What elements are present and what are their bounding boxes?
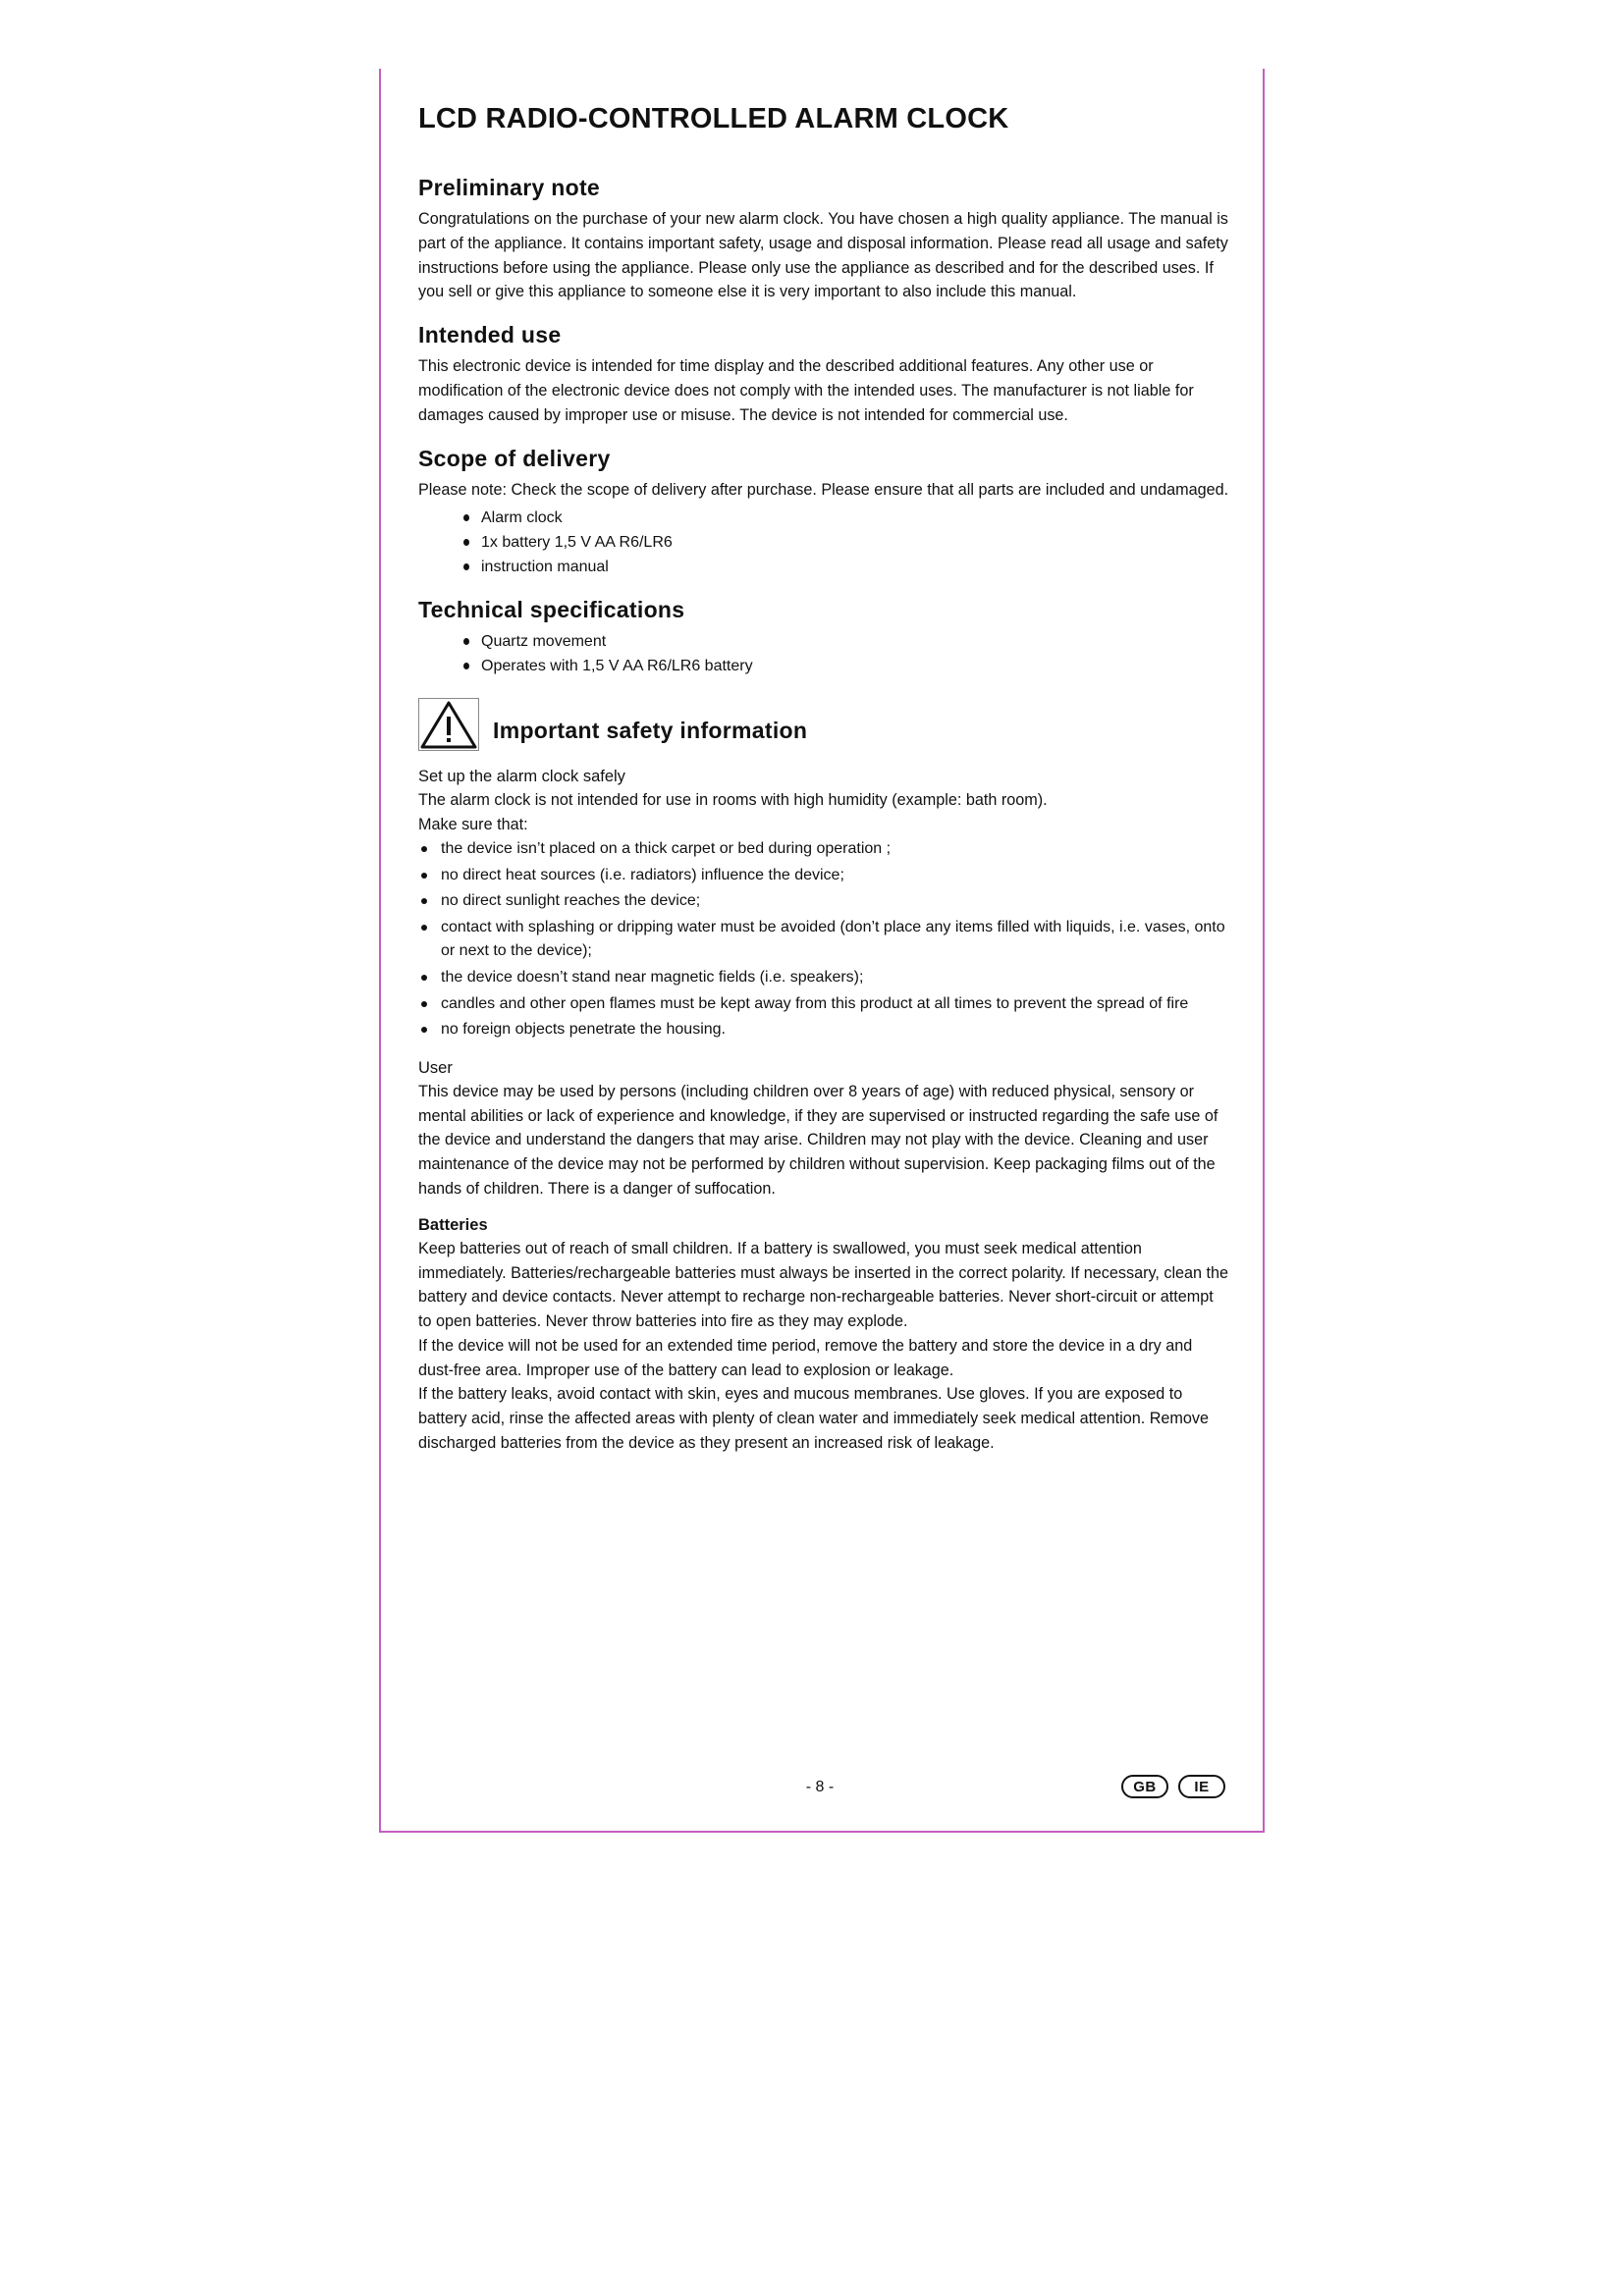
batteries-heading: Batteries [418,1215,488,1234]
intended-text: This electronic device is intended for time display and the described additional features. Any other use or modification of the electronic device does not comply with the intended uses. The manufacturer is not liable for damages caused by improper use or misuse. The device is not intended for commercial use. [418,357,1194,424]
batteries-text-3: If the battery leaks, avoid contact with skin, eyes and mucous membranes. Use gloves. If you are exposed to battery acid, rinse the affected areas with plenty of clean water and immediately seek medical attention. Remove discharged batteries from the device as they present an increased risk of leakage. [418,1385,1210,1453]
scope-note: Please note: Check the scope of delivery after purchase. Please ensure that all parts are included and undamaged. [418,480,1229,499]
country-badge-ie: IE [1178,1775,1225,1798]
list-item: no direct heat sources (i.e. radiators) influence the device; [418,864,1229,888]
setup-text: The alarm clock is not intended for use in rooms with high humidity (example: bath room). [418,791,1048,810]
list-item: contact with splashing or dripping water must be avoided (don’t place any items filled with liquids, i.e. vases, onto or next to the device); [418,916,1229,964]
batteries-text-2: If the device will not be used for an extended time period, remove the battery and store the device in a dry and dust-free area. Improper use of the battery can lead to explosion or leakage. [418,1336,1193,1379]
list-item: Quartz movement [461,629,1229,654]
tech-list [418,629,1229,678]
document-content [418,103,1229,1456]
tech-heading: Technical specifications [418,597,685,623]
list-item: Operates with 1,5 V AA R6/LR6 battery [461,654,1229,678]
safety-header [418,698,1229,751]
safety-heading: Important safety information [493,717,808,743]
intended-heading: Intended use [418,322,562,348]
list-item: Alarm clock [461,506,1229,530]
user-text: This device may be used by persons (including children over 8 years of age) with reduced physical, sensory or mental abilities or lack of experience and knowledge, if they are supervised or instructed regarding the safe use of the device and understand the dangers that may arise. Children may not play with the device. Cleaning and user maintenance of the device may not be performed by children without supervision. Keep packaging films out of the hands of children. There is a danger of suffocation. [418,1082,1218,1198]
list-item: 1x battery 1,5 V AA R6/LR6 [461,530,1229,555]
list-item: the device isn’t placed on a thick carpet or bed during operation ; [418,837,1229,862]
country-badge-gb: GB [1121,1775,1168,1798]
document-title: LCD RADIO-CONTROLLED ALARM CLOCK [418,103,1009,134]
warning-triangle-icon [418,698,479,751]
page-number: - 8 - [805,1779,835,1795]
make-sure-text: Make sure that: [418,816,528,834]
setup-heading: Set up the alarm clock safely [418,768,625,786]
preliminary-text: Congratulations on the purchase of your new alarm clock. You have chosen a high quality appliance. The manual is part of the appliance. It contains important safety, usage and disposal information. Please read all usage and safety instructions before using the appliance. Please only use the appliance as described and for the described uses. If you sell or give this appliance to someone else it is very important to also include this manual. [418,210,1228,301]
scope-heading: Scope of delivery [418,445,611,471]
user-heading: User [418,1058,453,1077]
list-item: instruction manual [461,555,1229,579]
list-item: candles and other open flames must be kept away from this product at all times to prevent the spread of fire [418,992,1229,1017]
list-item: no foreign objects penetrate the housing. [418,1018,1229,1042]
list-item: the device doesn’t stand near magnetic fields (i.e. speakers); [418,966,1229,990]
scope-list [418,506,1229,579]
safety-list [418,837,1229,1042]
preliminary-heading: Preliminary note [418,175,601,200]
list-item: no direct sunlight reaches the device; [418,889,1229,914]
batteries-text-1: Keep batteries out of reach of small children. If a battery is swallowed, you must seek medical attention immediately. Batteries/rechargeable batteries must always be inserted in the correct polarity. If necessary, clean the battery and device contacts. Never attempt to recharge non-rechargeable batteries. Never short-circuit or attempt to open batteries. Never throw batteries into fire as they may explode. [418,1239,1229,1331]
